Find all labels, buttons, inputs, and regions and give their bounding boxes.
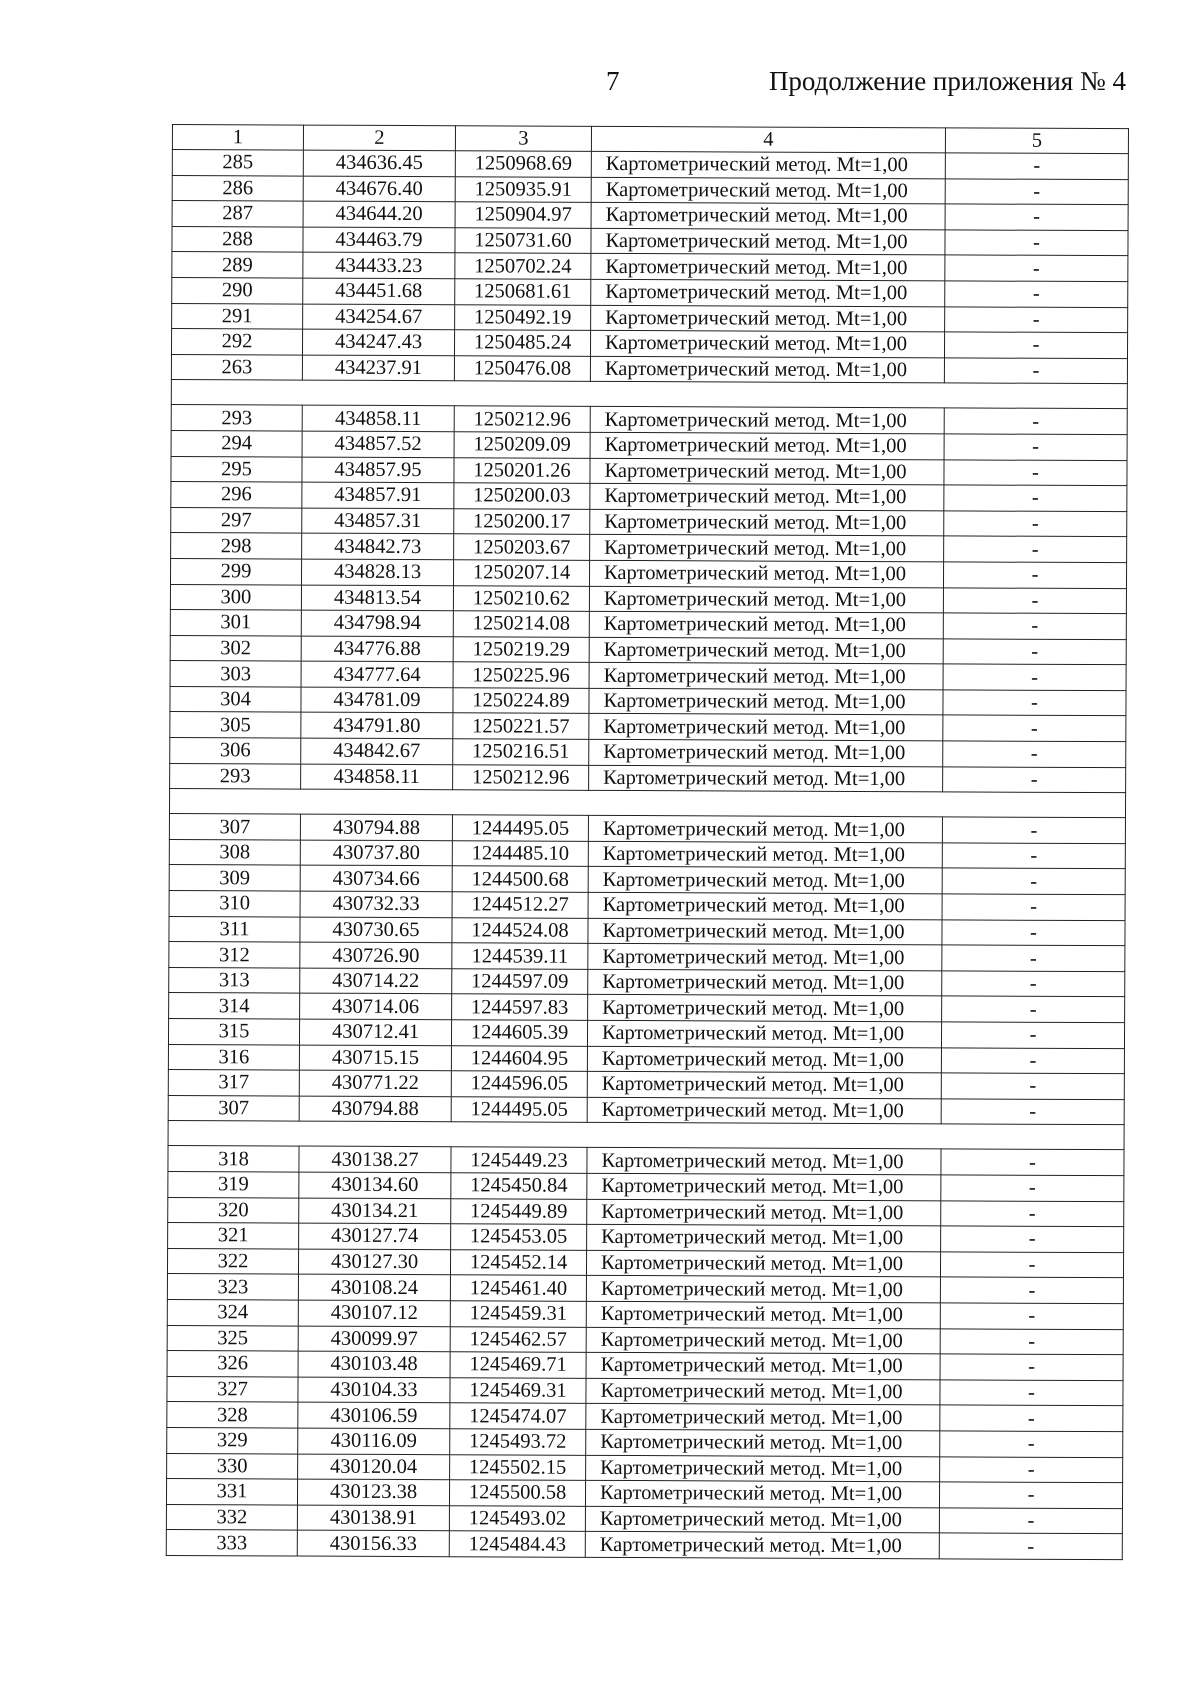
point-number-cell: 318 <box>168 1146 299 1172</box>
method-cell: Картометрический метод. Mt=1,00 <box>589 739 943 766</box>
note-cell: - <box>940 1405 1123 1431</box>
x-coordinate-cell: 430156.33 <box>297 1530 449 1556</box>
y-coordinate-cell: 1250485.24 <box>454 330 590 356</box>
method-cell: Картометрический метод. Mt=1,00 <box>586 1352 940 1379</box>
point-number-cell: 308 <box>169 839 300 865</box>
method-cell: Картометрический метод. Mt=1,00 <box>588 867 942 894</box>
page-header: Продолжение приложения № 4 <box>768 66 1126 96</box>
method-cell: Картометрический метод. Mt=1,00 <box>587 1072 941 1099</box>
note-cell: - <box>942 919 1125 945</box>
x-coordinate-cell: 434858.11 <box>301 764 453 790</box>
method-cell: Картометрический метод. Mt=1,00 <box>586 1378 940 1405</box>
y-coordinate-cell: 1245493.02 <box>449 1505 585 1531</box>
point-number-cell: 309 <box>169 865 300 891</box>
method-cell: Картометрический метод. Mt=1,00 <box>586 1455 940 1482</box>
point-number-cell: 291 <box>172 303 303 329</box>
point-number-cell: 317 <box>168 1070 299 1096</box>
coordinates-table-body <box>166 125 1128 1560</box>
method-cell: Картометрический метод. Mt=1,00 <box>590 458 944 485</box>
y-coordinate-cell: 1245469.71 <box>450 1352 586 1378</box>
x-coordinate-cell: 430099.97 <box>298 1326 450 1352</box>
point-number-cell: 289 <box>172 252 303 278</box>
coordinates-table <box>166 124 1129 1560</box>
x-coordinate-cell: 434777.64 <box>301 661 453 687</box>
x-coordinate-cell: 434857.91 <box>302 482 454 508</box>
x-coordinate-cell: 434247.43 <box>302 329 454 355</box>
note-cell: - <box>940 1303 1123 1329</box>
y-coordinate-cell: 1250209.09 <box>454 432 590 458</box>
y-coordinate-cell: 1244524.08 <box>452 917 588 943</box>
note-cell: - <box>939 1482 1122 1508</box>
point-number-cell: 328 <box>167 1402 298 1428</box>
method-cell: Картометрический метод. Mt=1,00 <box>586 1301 940 1328</box>
note-cell: - <box>942 868 1125 894</box>
method-cell: Картометрический метод. Mt=1,00 <box>586 1276 940 1303</box>
column-header-2: 2 <box>303 125 455 151</box>
point-number-cell: 324 <box>167 1299 298 1325</box>
point-number-cell: 290 <box>172 277 303 303</box>
method-cell: Картометрический метод. Mt=1,00 <box>591 203 945 230</box>
note-cell: - <box>940 1354 1123 1380</box>
method-cell: Картометрический метод. Mt=1,00 <box>586 1404 940 1431</box>
point-number-cell: 294 <box>171 430 302 456</box>
y-coordinate-cell: 1250731.60 <box>455 228 591 254</box>
method-cell: Картометрический метод. Mt=1,00 <box>591 177 945 204</box>
point-number-cell: 310 <box>169 891 300 917</box>
method-cell: Картометрический метод. Mt=1,00 <box>587 1199 941 1226</box>
x-coordinate-cell: 434776.88 <box>301 636 453 662</box>
method-cell: Картометрический метод. Mt=1,00 <box>588 969 942 996</box>
x-coordinate-cell: 434781.09 <box>301 687 453 713</box>
note-cell: - <box>943 664 1126 690</box>
note-cell: - <box>941 1073 1124 1099</box>
y-coordinate-cell: 1244605.39 <box>451 1020 587 1046</box>
method-cell: Картометрический метод. Mt=1,00 <box>589 688 943 715</box>
point-number-cell: 326 <box>167 1351 298 1377</box>
y-coordinate-cell: 1250200.17 <box>454 508 590 534</box>
method-cell: Картометрический метод. Mt=1,00 <box>587 1046 941 1073</box>
y-coordinate-cell: 1250207.14 <box>453 560 589 586</box>
x-coordinate-cell: 434798.94 <box>301 610 453 636</box>
point-number-cell: 329 <box>167 1427 298 1453</box>
x-coordinate-cell: 434857.31 <box>302 508 454 534</box>
note-cell: - <box>941 1099 1124 1125</box>
y-coordinate-cell: 1244597.09 <box>452 969 588 995</box>
y-coordinate-cell: 1245500.58 <box>449 1480 585 1506</box>
method-cell: Картометрический метод. Mt=1,00 <box>591 305 945 332</box>
y-coordinate-cell: 1250212.96 <box>454 406 590 432</box>
method-cell: Картометрический метод. Mt=1,00 <box>591 254 945 281</box>
y-coordinate-cell: 1245459.31 <box>450 1301 586 1327</box>
point-number-cell: 299 <box>170 558 301 584</box>
x-coordinate-cell: 434636.45 <box>303 150 455 176</box>
x-coordinate-cell: 430712.41 <box>299 1019 451 1045</box>
point-number-cell: 323 <box>167 1274 298 1300</box>
note-cell: - <box>944 358 1127 384</box>
note-cell: - <box>940 1328 1123 1354</box>
y-coordinate-cell: 1245452.14 <box>450 1249 586 1275</box>
method-cell: Картометрический метод. Mt=1,00 <box>585 1532 939 1559</box>
method-cell: Картометрический метод. Mt=1,00 <box>590 330 944 357</box>
point-number-cell: 313 <box>169 967 300 993</box>
point-number-cell: 327 <box>167 1376 298 1402</box>
method-cell: Картометрический метод. Mt=1,00 <box>590 407 944 434</box>
note-cell: - <box>945 255 1128 281</box>
x-coordinate-cell: 430108.24 <box>298 1274 450 1300</box>
note-cell: - <box>944 332 1127 358</box>
note-cell: - <box>940 1277 1123 1303</box>
x-coordinate-cell: 430714.06 <box>300 993 452 1019</box>
x-coordinate-cell: 434828.13 <box>301 559 453 585</box>
method-cell: Картометрический метод. Mt=1,00 <box>588 918 942 945</box>
y-coordinate-cell: 1250904.97 <box>455 202 591 228</box>
note-cell: - <box>941 1200 1124 1226</box>
y-coordinate-cell: 1245474.07 <box>450 1403 586 1429</box>
x-coordinate-cell: 430714.22 <box>300 968 452 994</box>
method-cell: Картометрический метод. Mt=1,00 <box>585 1506 939 1533</box>
note-cell: - <box>941 1047 1124 1073</box>
note-cell: - <box>945 306 1128 332</box>
point-number-cell: 307 <box>168 1095 299 1121</box>
point-number-cell: 292 <box>171 329 302 355</box>
y-coordinate-cell: 1244539.11 <box>452 943 588 969</box>
point-number-cell: 314 <box>169 993 300 1019</box>
x-coordinate-cell: 430104.33 <box>298 1377 450 1403</box>
x-coordinate-cell: 430771.22 <box>299 1070 451 1096</box>
method-cell: Картометрический метод. Mt=1,00 <box>586 1429 940 1456</box>
note-cell: - <box>943 613 1126 639</box>
note-cell: - <box>942 971 1125 997</box>
x-coordinate-cell: 430103.48 <box>298 1351 450 1377</box>
method-cell: Картометрический метод. Mt=1,00 <box>590 432 944 459</box>
note-cell: - <box>943 715 1126 741</box>
method-cell: Картометрический метод. Mt=1,00 <box>586 1250 940 1277</box>
point-number-cell: 331 <box>166 1479 297 1505</box>
x-coordinate-cell: 430794.88 <box>300 814 452 840</box>
note-cell: - <box>941 1149 1124 1175</box>
method-cell: Картометрический метод. Mt=1,00 <box>591 228 945 255</box>
y-coordinate-cell: 1244597.83 <box>452 994 588 1020</box>
note-cell: - <box>944 434 1127 460</box>
x-coordinate-cell: 430123.38 <box>297 1479 449 1505</box>
y-coordinate-cell: 1245502.15 <box>450 1454 586 1480</box>
point-number-cell: 316 <box>168 1044 299 1070</box>
x-coordinate-cell: 430107.12 <box>298 1300 450 1326</box>
y-coordinate-cell: 1250214.08 <box>453 611 589 637</box>
column-header-4: 4 <box>591 126 945 153</box>
point-number-cell: 325 <box>167 1325 298 1351</box>
column-header-1: 1 <box>172 125 303 151</box>
x-coordinate-cell: 430127.30 <box>298 1249 450 1275</box>
note-cell: - <box>939 1533 1122 1559</box>
y-coordinate-cell: 1250224.89 <box>453 688 589 714</box>
method-cell: Картометрический метод. Mt=1,00 <box>589 637 943 664</box>
x-coordinate-cell: 430726.90 <box>300 942 452 968</box>
point-number-cell: 298 <box>171 533 302 559</box>
x-coordinate-cell: 434858.11 <box>302 405 454 431</box>
y-coordinate-cell: 1245484.43 <box>449 1531 585 1557</box>
y-coordinate-cell: 1250702.24 <box>455 253 591 279</box>
point-number-cell: 305 <box>170 712 301 738</box>
x-coordinate-cell: 434644.20 <box>303 201 455 227</box>
point-number-cell: 304 <box>170 686 301 712</box>
x-coordinate-cell: 430715.15 <box>299 1045 451 1071</box>
note-cell: - <box>943 767 1126 793</box>
y-coordinate-cell: 1244596.05 <box>451 1071 587 1097</box>
point-number-cell: 320 <box>168 1197 299 1223</box>
x-coordinate-cell: 430730.65 <box>300 917 452 943</box>
method-cell: Картометрический метод. Mt=1,00 <box>588 892 942 919</box>
note-cell: - <box>942 996 1125 1022</box>
y-coordinate-cell: 1250476.08 <box>454 355 590 381</box>
y-coordinate-cell: 1245461.40 <box>450 1275 586 1301</box>
point-number-cell: 263 <box>171 354 302 380</box>
x-coordinate-cell: 430134.60 <box>299 1172 451 1198</box>
method-cell: Картометрический метод. Mt=1,00 <box>591 279 945 306</box>
y-coordinate-cell: 1244604.95 <box>451 1045 587 1071</box>
method-cell: Картометрический метод. Mt=1,00 <box>589 560 943 587</box>
method-cell: Картометрический метод. Mt=1,00 <box>590 509 944 536</box>
note-cell: - <box>943 587 1126 613</box>
y-coordinate-cell: 1245493.72 <box>450 1429 586 1455</box>
method-cell: Картометрический метод. Mt=1,00 <box>586 1327 940 1354</box>
note-cell: - <box>944 459 1127 485</box>
column-header-3: 3 <box>455 126 591 152</box>
note-cell: - <box>944 536 1127 562</box>
method-cell: Картометрический метод. Mt=1,00 <box>588 995 942 1022</box>
x-coordinate-cell: 434791.80 <box>301 713 453 739</box>
note-cell: - <box>942 843 1125 869</box>
method-cell: Картометрический метод. Mt=1,00 <box>589 611 943 638</box>
y-coordinate-cell: 1244512.27 <box>452 892 588 918</box>
x-coordinate-cell: 430737.80 <box>300 840 452 866</box>
note-cell: - <box>945 178 1128 204</box>
y-coordinate-cell: 1245469.31 <box>450 1377 586 1403</box>
x-coordinate-cell: 434842.67 <box>301 738 453 764</box>
point-number-cell: 332 <box>166 1504 297 1530</box>
method-cell: Картометрический метод. Mt=1,00 <box>587 1173 941 1200</box>
point-number-cell: 319 <box>168 1171 299 1197</box>
note-cell: - <box>945 204 1128 230</box>
y-coordinate-cell: 1250492.19 <box>455 304 591 330</box>
y-coordinate-cell: 1245462.57 <box>450 1326 586 1352</box>
method-cell: Картометрический метод. Mt=1,00 <box>587 1148 941 1175</box>
note-cell: - <box>940 1252 1123 1278</box>
x-coordinate-cell: 430134.21 <box>299 1198 451 1224</box>
table-row <box>166 1530 1122 1560</box>
x-coordinate-cell: 430734.66 <box>300 866 452 892</box>
note-cell: - <box>940 1456 1123 1482</box>
x-coordinate-cell: 434857.95 <box>302 457 454 483</box>
y-coordinate-cell: 1245449.89 <box>451 1198 587 1224</box>
point-number-cell: 300 <box>170 584 301 610</box>
point-number-cell: 307 <box>169 814 300 840</box>
x-coordinate-cell: 434842.73 <box>302 533 454 559</box>
point-number-cell: 285 <box>172 150 303 176</box>
point-number-cell: 303 <box>170 661 301 687</box>
note-cell: - <box>945 153 1128 179</box>
y-coordinate-cell: 1250200.03 <box>454 483 590 509</box>
x-coordinate-cell: 430127.74 <box>299 1223 451 1249</box>
note-cell: - <box>942 894 1125 920</box>
point-number-cell: 306 <box>170 738 301 764</box>
method-cell: Картометрический метод. Mt=1,00 <box>591 151 945 178</box>
method-cell: Картометрический метод. Mt=1,00 <box>590 483 944 510</box>
method-cell: Картометрический метод. Mt=1,00 <box>585 1480 939 1507</box>
x-coordinate-cell: 430138.91 <box>297 1505 449 1531</box>
y-coordinate-cell: 1250221.57 <box>453 713 589 739</box>
y-coordinate-cell: 1250935.91 <box>455 176 591 202</box>
x-coordinate-cell: 430106.59 <box>298 1402 450 1428</box>
method-cell: Картометрический метод. Mt=1,00 <box>587 1020 941 1047</box>
point-number-cell: 333 <box>166 1530 297 1556</box>
method-cell: Картометрический метод. Mt=1,00 <box>589 765 943 792</box>
x-coordinate-cell: 430116.09 <box>298 1428 450 1454</box>
x-coordinate-cell: 434237.91 <box>302 355 454 381</box>
method-cell: Картометрический метод. Mt=1,00 <box>589 663 943 690</box>
point-number-cell: 312 <box>169 942 300 968</box>
method-cell: Картометрический метод. Mt=1,00 <box>587 1224 941 1251</box>
note-cell: - <box>945 281 1128 307</box>
y-coordinate-cell: 1250681.61 <box>455 279 591 305</box>
y-coordinate-cell: 1250203.67 <box>454 534 590 560</box>
note-cell: - <box>944 408 1127 434</box>
note-cell: - <box>941 1226 1124 1252</box>
x-coordinate-cell: 434857.52 <box>302 431 454 457</box>
y-coordinate-cell: 1245453.05 <box>451 1224 587 1250</box>
note-cell: - <box>942 817 1125 843</box>
y-coordinate-cell: 1245450.84 <box>451 1173 587 1199</box>
y-coordinate-cell: 1250225.96 <box>453 662 589 688</box>
note-cell: - <box>944 511 1127 537</box>
method-cell: Картометрический метод. Mt=1,00 <box>587 1097 941 1124</box>
x-coordinate-cell: 430794.88 <box>299 1096 451 1122</box>
y-coordinate-cell: 1250210.62 <box>453 585 589 611</box>
x-coordinate-cell: 434813.54 <box>301 585 453 611</box>
point-number-cell: 301 <box>170 610 301 636</box>
point-number-cell: 287 <box>172 201 303 227</box>
x-coordinate-cell: 434254.67 <box>303 304 455 330</box>
note-cell: - <box>945 230 1128 256</box>
y-coordinate-cell: 1250212.96 <box>453 764 589 790</box>
x-coordinate-cell: 430120.04 <box>298 1454 450 1480</box>
method-cell: Картометрический метод. Mt=1,00 <box>590 356 944 383</box>
x-coordinate-cell: 434433.23 <box>303 252 455 278</box>
y-coordinate-cell: 1245449.23 <box>451 1147 587 1173</box>
method-cell: Картометрический метод. Mt=1,00 <box>590 535 944 562</box>
note-cell: - <box>943 562 1126 588</box>
note-cell: - <box>941 1022 1124 1048</box>
note-cell: - <box>939 1508 1122 1534</box>
point-number-cell: 315 <box>168 1018 299 1044</box>
note-cell: - <box>944 485 1127 511</box>
y-coordinate-cell: 1250219.29 <box>453 636 589 662</box>
y-coordinate-cell: 1244495.05 <box>452 815 588 841</box>
column-header-5: 5 <box>945 128 1128 154</box>
y-coordinate-cell: 1244495.05 <box>451 1097 587 1123</box>
method-cell: Картометрический метод. Mt=1,00 <box>588 841 942 868</box>
page-number: 7 <box>606 66 620 96</box>
method-cell: Картометрический метод. Mt=1,00 <box>589 714 943 741</box>
point-number-cell: 330 <box>167 1453 298 1479</box>
note-cell: - <box>943 741 1126 767</box>
point-number-cell: 311 <box>169 916 300 942</box>
method-cell: Картометрический метод. Mt=1,00 <box>588 816 942 843</box>
note-cell: - <box>940 1431 1123 1457</box>
x-coordinate-cell: 430732.33 <box>300 891 452 917</box>
note-cell: - <box>940 1380 1123 1406</box>
x-coordinate-cell: 434676.40 <box>303 176 455 202</box>
point-number-cell: 321 <box>168 1223 299 1249</box>
y-coordinate-cell: 1244500.68 <box>452 866 588 892</box>
point-number-cell: 322 <box>167 1248 298 1274</box>
y-coordinate-cell: 1250968.69 <box>455 151 591 177</box>
point-number-cell: 295 <box>171 456 302 482</box>
point-number-cell: 293 <box>170 763 301 789</box>
note-cell: - <box>941 1175 1124 1201</box>
point-number-cell: 296 <box>171 482 302 508</box>
x-coordinate-cell: 434451.68 <box>303 278 455 304</box>
y-coordinate-cell: 1250216.51 <box>453 739 589 765</box>
point-number-cell: 286 <box>172 175 303 201</box>
y-coordinate-cell: 1244485.10 <box>452 841 588 867</box>
y-coordinate-cell: 1250201.26 <box>454 457 590 483</box>
x-coordinate-cell: 434463.79 <box>303 227 455 253</box>
point-number-cell: 302 <box>170 635 301 661</box>
point-number-cell: 293 <box>171 405 302 431</box>
note-cell: - <box>942 945 1125 971</box>
point-number-cell: 297 <box>171 507 302 533</box>
x-coordinate-cell: 430138.27 <box>299 1146 451 1172</box>
note-cell: - <box>943 639 1126 665</box>
note-cell: - <box>943 690 1126 716</box>
method-cell: Картометрический метод. Mt=1,00 <box>588 944 942 971</box>
point-number-cell: 288 <box>172 226 303 252</box>
method-cell: Картометрический метод. Mt=1,00 <box>589 586 943 613</box>
